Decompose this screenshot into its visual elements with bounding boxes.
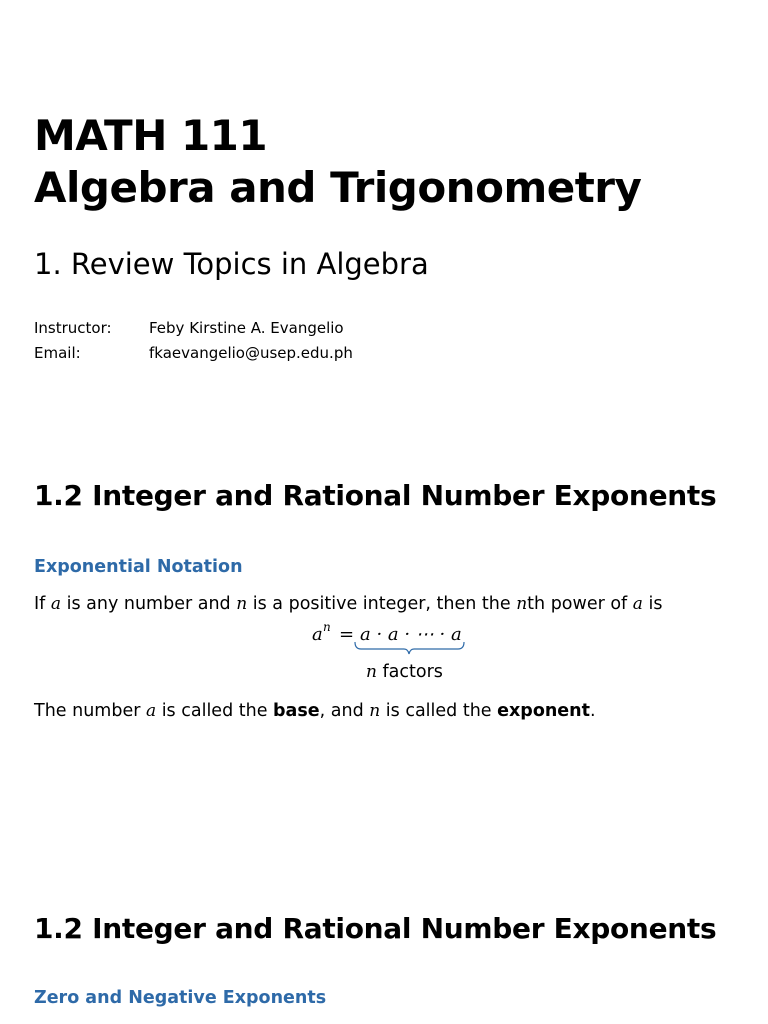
text-fragment: If — [34, 594, 51, 614]
text-fragment: , and — [319, 701, 370, 721]
formula-exponent: n — [323, 620, 331, 634]
email-label: Email: — [34, 344, 81, 362]
text-fragment: . — [590, 701, 596, 721]
email-address: fkaevangelio@usep.edu.ph — [149, 344, 353, 362]
formula-base: a — [312, 624, 323, 645]
text-fragment: is called the — [380, 701, 498, 721]
math-var-a: a — [50, 594, 62, 614]
text-fragment: is a positive integer, then the — [247, 594, 517, 614]
text-fragment: The number — [34, 701, 146, 721]
course-name: Algebra and Trigonometry — [34, 163, 642, 212]
course-title — [34, 110, 641, 214]
formula-product: a · a · ⋯ · a — [360, 624, 462, 645]
math-var-a: a — [145, 701, 157, 721]
topic-title: 1. Review Topics in Algebra — [34, 247, 429, 281]
formula-equals: = — [339, 624, 355, 645]
instructor-name: Feby Kirstine A. Evangelio — [149, 319, 344, 337]
subheading-exponential-notation: Exponential Notation — [34, 557, 243, 577]
exponent-intro-text — [34, 592, 662, 616]
text-fragment: is — [642, 594, 663, 614]
term-base: base — [273, 701, 320, 721]
factors-text: factors — [376, 662, 443, 682]
math-var-n: n — [366, 662, 377, 682]
section-heading-exponents-2: 1.2 Integer and Rational Number Exponents — [34, 912, 717, 945]
formula-graphic — [308, 620, 478, 660]
term-exponent: exponent — [497, 701, 590, 721]
text-fragment: is any number and — [61, 594, 237, 614]
text-fragment: th power of — [527, 594, 633, 614]
course-code: MATH 111 — [34, 111, 268, 160]
base-exponent-definition — [34, 699, 596, 723]
math-var-a: a — [632, 594, 643, 614]
instructor-label: Instructor: — [34, 319, 112, 337]
exponent-formula — [308, 620, 478, 690]
section-heading-exponents: 1.2 Integer and Rational Number Exponents — [34, 479, 717, 512]
math-var-n: n — [516, 594, 528, 614]
factors-label — [366, 660, 443, 684]
math-var-n: n — [369, 701, 381, 721]
math-var-n: n — [236, 594, 248, 614]
text-fragment: is called the — [156, 701, 274, 721]
subheading-zero-negative-exponents: Zero and Negative Exponents — [34, 988, 327, 1008]
